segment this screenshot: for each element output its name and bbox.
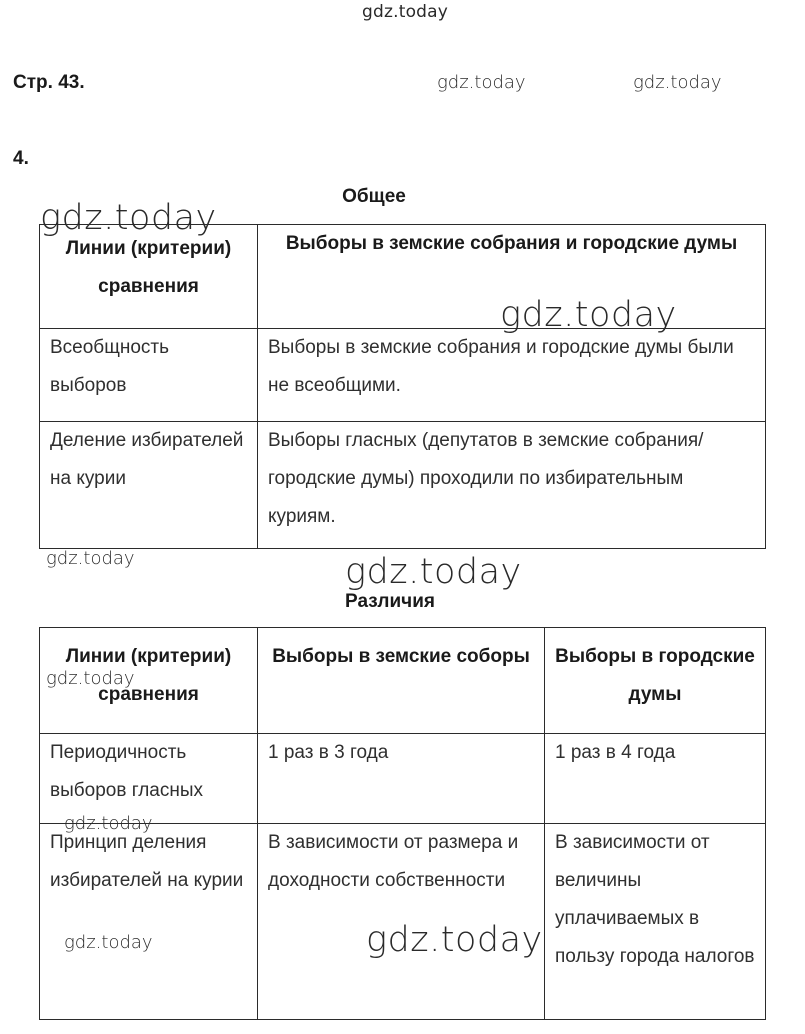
watermark-between-large: gdz.today	[345, 552, 522, 592]
task-number: 4.	[13, 148, 29, 169]
table-row	[40, 329, 766, 422]
differences-title: Различия	[345, 591, 435, 612]
common-row-1-value: Выборы в земские собрания и городские думы были не всеобщими.	[258, 329, 766, 422]
watermark-table1-corner: gdz.today	[40, 198, 217, 238]
differences-row-2-zemstvo: В зависимости от размера и доходности собственности	[258, 824, 545, 1020]
common-title: Общее	[342, 186, 406, 207]
watermark-table2-row: gdz.today	[64, 813, 153, 834]
differences-row-1-zemstvo: 1 раз в 3 года	[258, 734, 545, 824]
watermark-table1-middle: gdz.today	[500, 295, 677, 335]
watermark-table2-bottom-large: gdz.today	[366, 920, 543, 960]
common-row-2-criteria: Деление избирателей на курии	[40, 422, 258, 549]
page-label: Стр. 43.	[13, 72, 85, 93]
watermark-top: gdz.today	[362, 2, 449, 22]
common-header-elections: Выборы в земские собрания и городские думы	[258, 225, 766, 329]
common-header-criteria: Линии (критерии) сравнения	[40, 225, 258, 329]
table-row	[40, 824, 766, 1020]
watermark-between-small: gdz.today	[46, 548, 135, 569]
watermark-table2-header: gdz.today	[46, 668, 135, 689]
common-row-1-criteria: Всеобщность выборов	[40, 329, 258, 422]
table-row	[40, 734, 766, 824]
differences-header-row	[40, 628, 766, 734]
differences-row-2-criteria: Принцип деления избирателей на курии	[40, 824, 258, 1020]
differences-table	[39, 627, 766, 1020]
common-row-2-value: Выборы гласных (депутатов в земские собрания/городские думы) проходили по избирательным куриям.	[258, 422, 766, 549]
watermark-header-left: gdz.today	[437, 72, 526, 93]
differences-header-zemstvo: Выборы в земские соборы	[258, 628, 545, 734]
differences-row-1-city: 1 раз в 4 года	[545, 734, 766, 824]
common-table	[39, 224, 766, 549]
watermark-table2-bottom-small: gdz.today	[64, 932, 153, 953]
watermark-header-right: gdz.today	[633, 72, 722, 93]
table-row	[40, 422, 766, 549]
differences-header-city: Выборы в городские думы	[545, 628, 766, 734]
common-header-row	[40, 225, 766, 329]
differences-row-2-city: В зависимости от величины уплачиваемых в пользу города налогов	[545, 824, 766, 1020]
differences-row-1-criteria: Периодичность выборов гласных	[40, 734, 258, 824]
differences-header-criteria: Линии (критерии) сравнения	[40, 628, 258, 734]
